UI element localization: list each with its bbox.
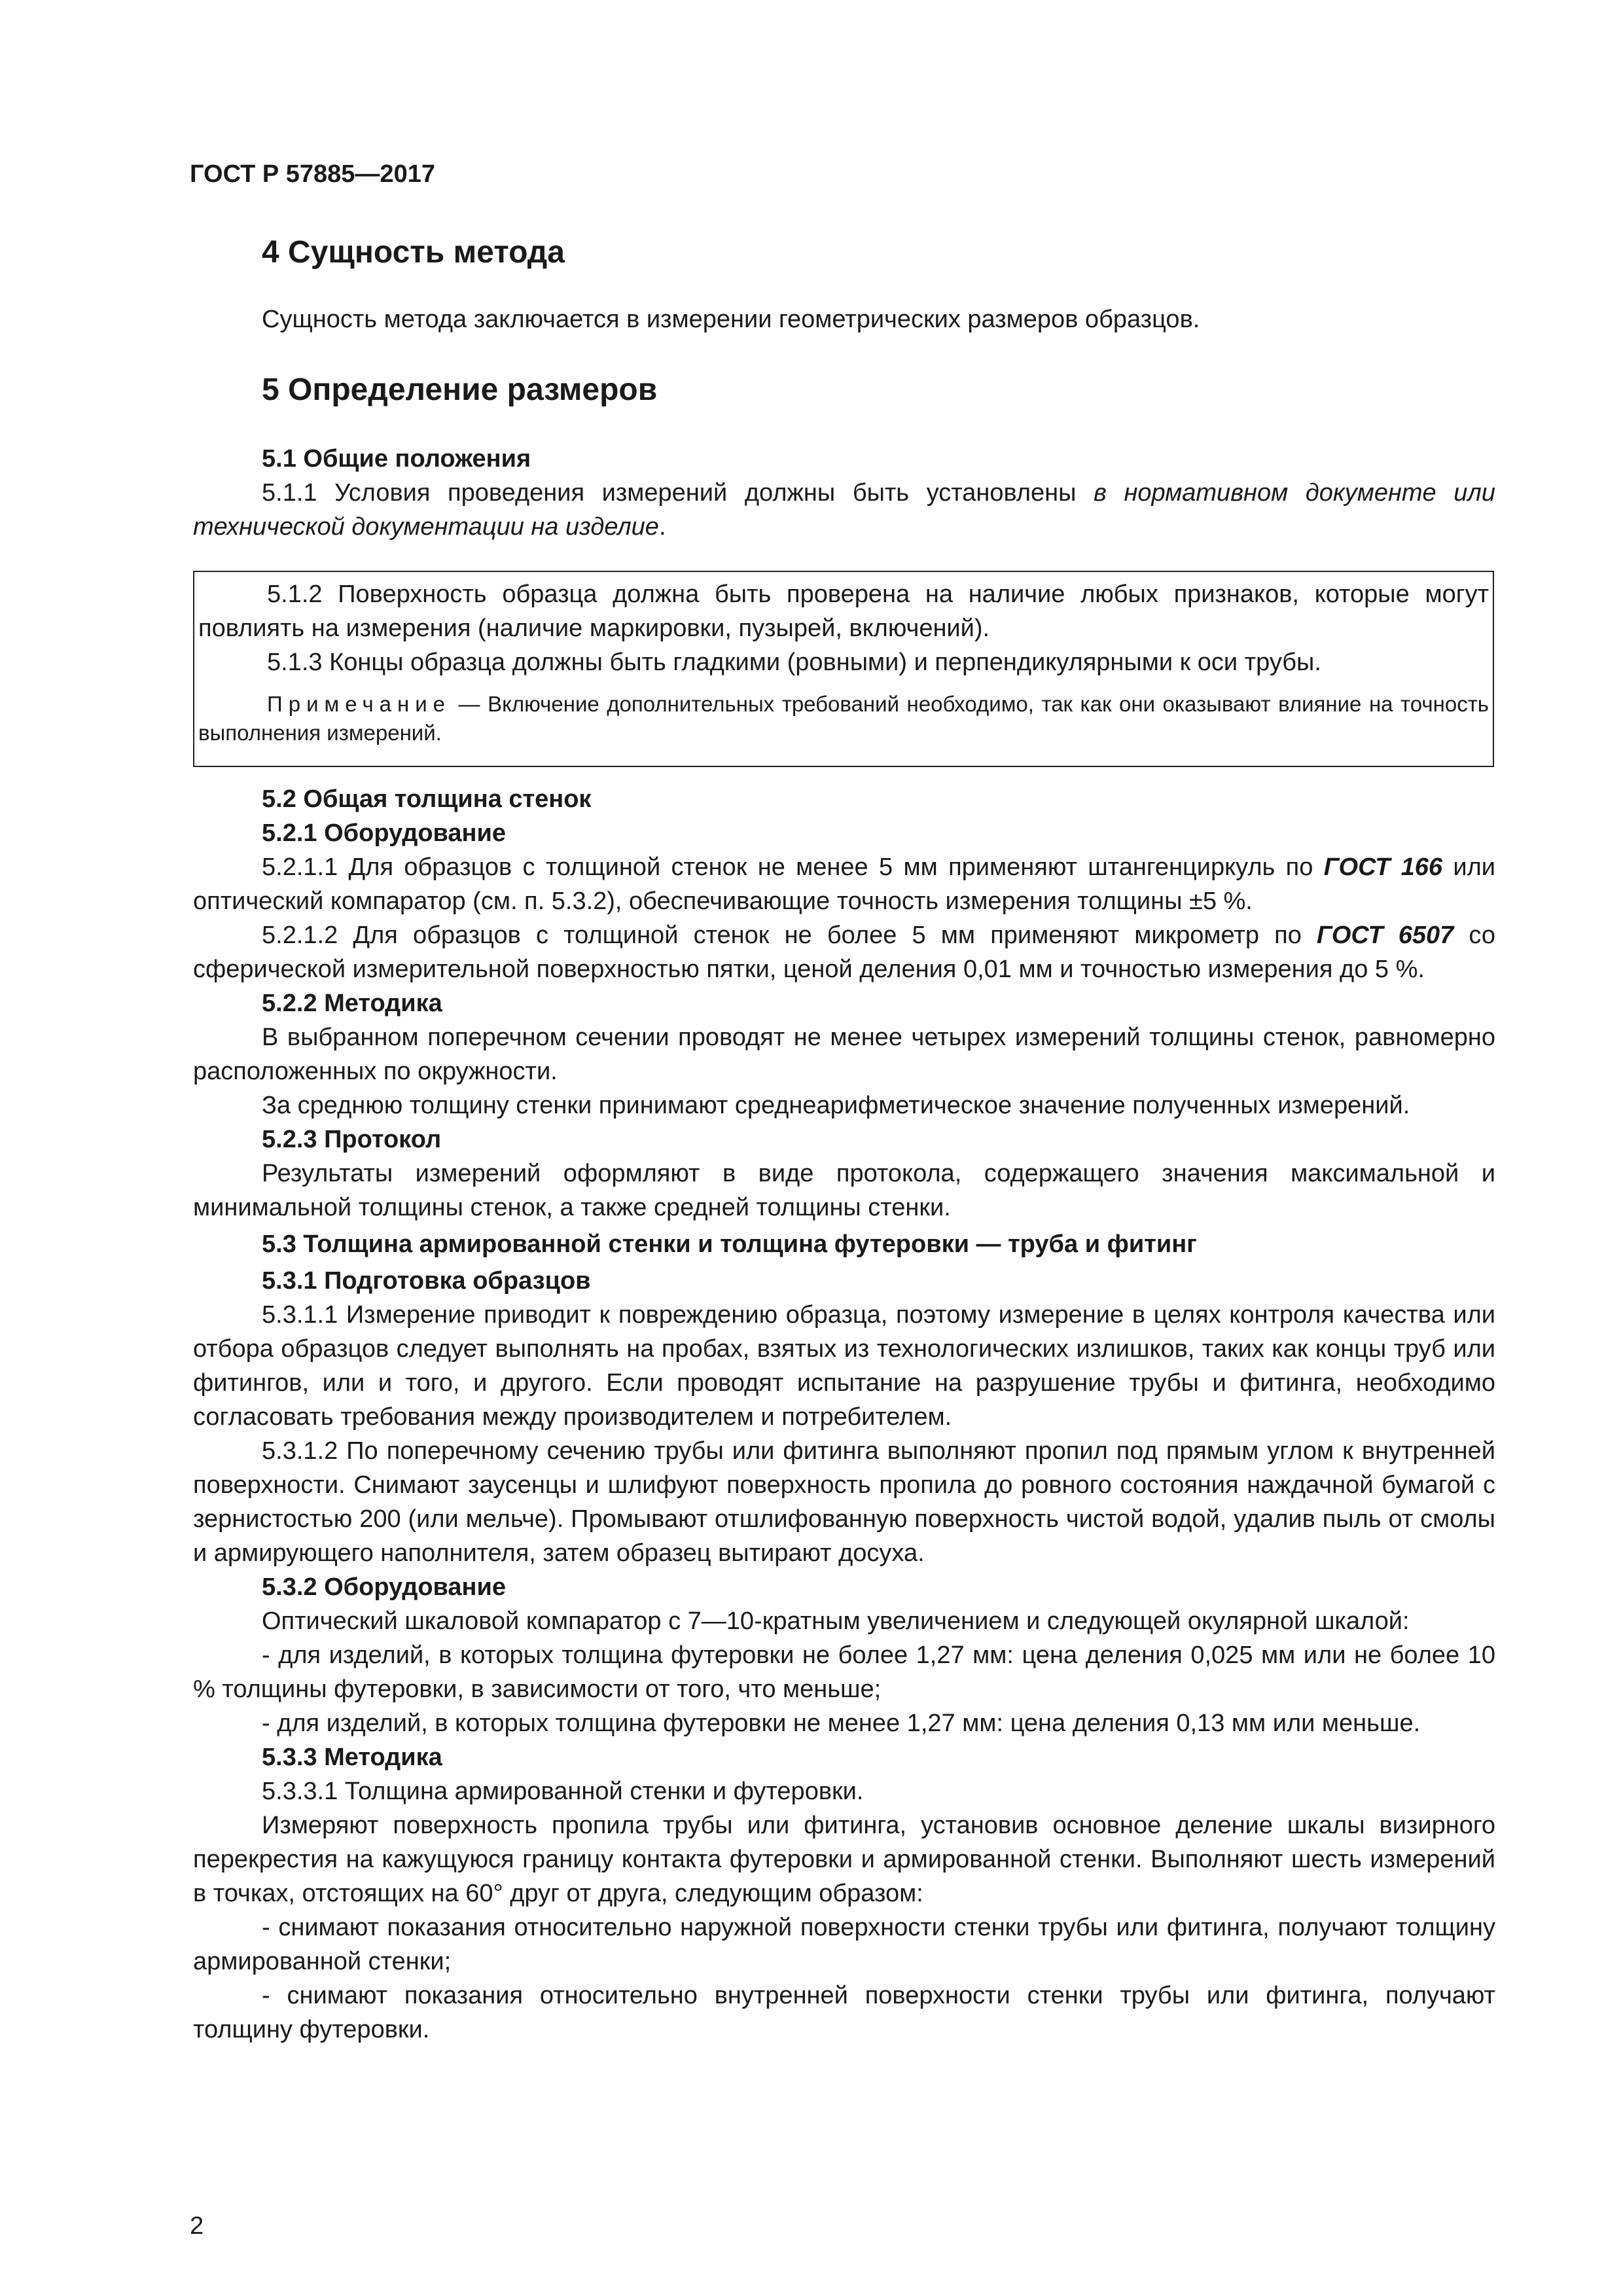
paragraph-5-2-1-2: 5.2.1.2 Для образцов с толщиной стенок не более 5 мм применяют микрометр по ГОСТ 6507 со сферической измерительной поверхностью пятки, ценой деления 0,01 мм и точностью измерения до 5 %. <box>193 922 1495 983</box>
page-number: 2 <box>190 2212 204 2240</box>
list-item-5-3-3-1: - снимают показания относительно наружной поверхности стенки трубы или фитинга, получают толщину армированной стенки; <box>193 1914 1495 1975</box>
section-5-1-block <box>193 442 1495 544</box>
paragraph-5-1-3: 5.1.3 Концы образца должны быть гладкими (ровными) и перпендикулярными к оси трубы. <box>267 649 1321 676</box>
paragraph-5-3-2-a: Оптический шкаловой компаратор с 7—10-кратным увеличением и следующей окулярной шкалой: <box>262 1607 1410 1635</box>
list-item-5-3-3-2: - снимают показания относительно внутренней поверхности стенки трубы или фитинга, получают толщину футеровки. <box>193 1982 1495 2043</box>
paragraph-5-2-2-a: В выбранном поперечном сечении проводят не менее четырех измерений толщины стенок, равномерно расположенных по окружности. <box>193 1024 1495 1085</box>
changed-requirements-box <box>193 571 1494 767</box>
paragraph-5-3-1-2: 5.3.1.2 По поперечному сечению трубы или фитинга выполняют пропил под прямым углом к внутренней поверхности. Снимают заусенцы и шлифуют поверхность пропила до ровного состояния наждачной бумагой с зернистостью 200 (или мельче). Промывают отшлифованную поверхность чистой водой, удалив пыль от смолы и армирующего наполнителя, затем образец вытирают досуха. <box>193 1437 1495 1567</box>
heading-5-3-3: 5.3.3 Методика <box>262 1744 442 1771</box>
note <box>198 690 1489 747</box>
document-code: ГОСТ Р 57885—2017 <box>190 160 435 188</box>
standard-reference-gost-166: ГОСТ 166 <box>1323 853 1443 881</box>
heading-5-1: 5.1 Общие положения <box>262 445 531 473</box>
paragraph-5-1-2: 5.1.2 Поверхность образца должна быть проверена на наличие любых признаков, которые могут повлиять на измерения (наличие маркировки, пузырей, включений). <box>198 581 1489 642</box>
heading-5-2-1: 5.2.1 Оборудование <box>262 819 506 847</box>
heading-5-3-2: 5.3.2 Оборудование <box>262 1573 506 1601</box>
note-text: — Включение дополнительных требований необходимо, так как они оказывают влияние на точность выполнения измерений. <box>198 692 1489 745</box>
section-4-title: 4 Сущность метода <box>262 235 565 270</box>
section-4-paragraph: Сущность метода заключается в измерении геометрических размеров образцов. <box>262 306 1200 333</box>
section-5-title: 5 Определение размеров <box>262 372 658 407</box>
paragraph-5-3-1-1: 5.3.1.1 Измерение приводит к повреждению образца, поэтому измерение в целях контроля качества или отбора образцов следует выполнять на пробах, взятых из технологических излишков, таких как концы труб или фитингов, или и того, и другого. Если проводят испытание на разрушение трубы и фитинга, необходимо согласовать требования между производителем и потребителем. <box>193 1301 1495 1431</box>
paragraph-5-3-3-1: 5.3.3.1 Толщина армированной стенки и футеровки. <box>262 1778 864 1805</box>
heading-5-2: 5.2 Общая толщина стенок <box>262 785 592 813</box>
list-item-5-3-2-1: - для изделий, в которых толщина футеровки не более 1,27 мм: цена деления 0,025 мм или не более 10 % толщины футеровки, в зависимости от того, что меньше; <box>193 1641 1495 1703</box>
heading-5-2-3: 5.2.3 Протокол <box>262 1126 442 1153</box>
heading-5-2-2: 5.2.2 Методика <box>262 990 442 1017</box>
heading-5-3-1: 5.3.1 Подготовка образцов <box>262 1267 591 1295</box>
standard-reference-gost-6507: ГОСТ 6507 <box>1317 922 1454 949</box>
paragraph-5-1-1: 5.1.1 Условия проведения измерений должны быть установлены в нормативном документе или технической документации на изделие. <box>193 479 1495 541</box>
paragraph-5-3-3-1-a: Измеряют поверхность пропила трубы или фитинга, установив основное деление шкалы визирного перекрестия на кажущуюся границу контакта футеровки и армированной стенки. Выполняют шесть измерений в точках, отстоящих на 60° друг от друга, следующим образом: <box>193 1812 1495 1907</box>
paragraph-5-2-1-1: 5.2.1.1 Для образцов с толщиной стенок не менее 5 мм применяют штангенциркуль по ГОСТ 166 или оптический компаратор (см. п. 5.3.2), обеспечивающие точность измерения толщины ±5 %. <box>193 853 1496 915</box>
heading-5-3: 5.3 Толщина армированной стенки и толщина футеровки — труба и фитинг <box>262 1230 1197 1258</box>
section-4-text <box>193 302 1495 336</box>
paragraph-5-2-2-b: За среднюю толщину стенки принимают среднеарифметическое значение полученных измерений. <box>262 1092 1410 1119</box>
section-5-2-block <box>193 782 1495 2047</box>
note-label: Примечание <box>267 692 452 716</box>
paragraph-5-2-3: Результаты измерений оформляют в виде протокола, содержащего значения максимальной и минимальной толщины стенок, а также средней толщины стенки. <box>193 1160 1495 1221</box>
list-item-5-3-2-2: - для изделий, в которых толщина футеровки не менее 1,27 мм: цена деления 0,13 мм или меньше. <box>262 1710 1421 1737</box>
